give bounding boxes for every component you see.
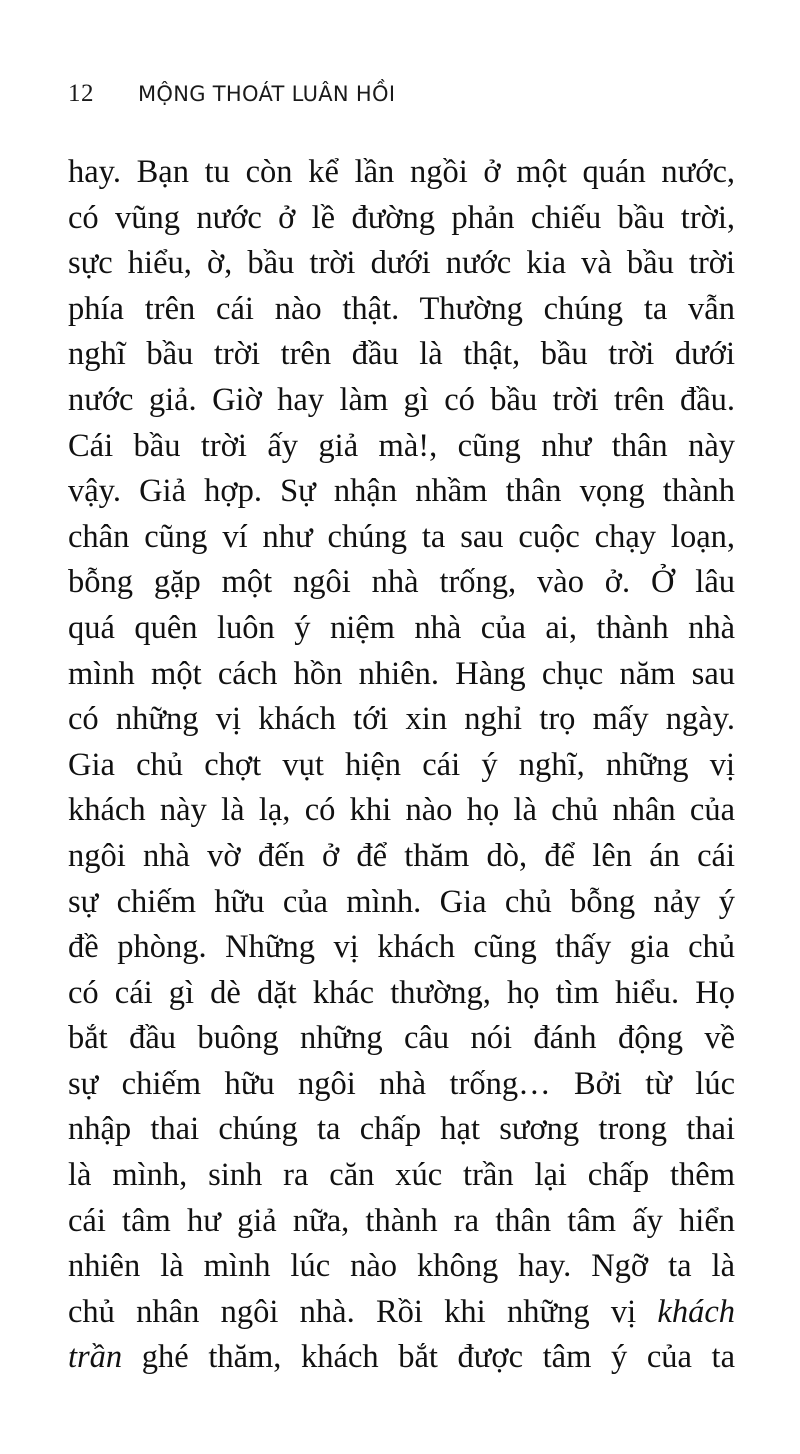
page-number: 12 (68, 80, 94, 107)
text-line: nghĩ bầu trời trên đầu là thật, bầu trời dưới (68, 336, 735, 373)
italic-term: trần (68, 1339, 123, 1376)
text-line: vậy. Giả hợp. Sự nhận nhầm thân vọng thành (68, 473, 735, 510)
text-segment: chủ nhân ngôi nhà. Rồi khi những vị (68, 1293, 658, 1330)
text-line: có cái gì dè dặt khác thường, họ tìm hiểu. Họ (68, 974, 735, 1011)
text-line: quá quên luôn ý niệm nhà của ai, thành nhà (68, 609, 735, 646)
text-line: Cái bầu trời ấy giả mà!, cũng như thân này (68, 427, 735, 464)
italic-term: khách (657, 1293, 735, 1330)
text-line: sực hiểu, ờ, bầu trời dưới nước kia và bầu trời (68, 245, 735, 282)
text-line: ngôi nhà vờ đến ở để thăm dò, để lên án cái (68, 837, 735, 874)
text-line: có vũng nước ở lề đường phản chiếu bầu trời, (68, 199, 735, 236)
text-line: nước giả. Giờ hay làm gì có bầu trời trên đầu. (68, 381, 735, 418)
text-line (68, 1290, 735, 1336)
text-line: là mình, sinh ra căn xúc trần lại chấp thêm (68, 1157, 735, 1194)
text-line: khách này là lạ, có khi nào họ là chủ nhân của (68, 792, 735, 829)
text-line: sự chiếm hữu ngôi nhà trống… Bởi từ lúc (68, 1065, 735, 1102)
text-segment: ghé thăm, khách bắt được tâm ý của ta (122, 1339, 735, 1376)
running-title: MỘNG THOÁT LUÂN HỒI (138, 82, 396, 106)
text-line: nhiên là mình lúc nào không hay. Ngỡ ta là (68, 1248, 735, 1285)
body-text (68, 150, 735, 1381)
text-line: cái tâm hư giả nữa, thành ra thân tâm ấy hiển (68, 1202, 735, 1239)
text-line (68, 1335, 735, 1381)
text-line: mình một cách hồn nhiên. Hàng chục năm sau (68, 655, 735, 692)
text-line: Gia chủ chợt vụt hiện cái ý nghĩ, những vị (68, 746, 735, 783)
text-line: đề phòng. Những vị khách cũng thấy gia chủ (68, 929, 735, 966)
text-line: bắt đầu buông những câu nói đánh động về (68, 1020, 735, 1057)
text-line: phía trên cái nào thật. Thường chúng ta vẫn (68, 290, 735, 327)
text-line: có những vị khách tới xin nghỉ trọ mấy ngày. (68, 701, 735, 738)
text-line: chân cũng ví như chúng ta sau cuộc chạy loạn, (68, 518, 735, 555)
text-line: bỗng gặp một ngôi nhà trống, vào ở. Ở lâu (68, 564, 735, 601)
text-line: hay. Bạn tu còn kể lần ngồi ở một quán nước, (68, 154, 735, 190)
text-line: sự chiếm hữu của mình. Gia chủ bỗng nảy ý (68, 883, 735, 920)
page-header (68, 80, 395, 116)
text-line: nhập thai chúng ta chấp hạt sương trong thai (68, 1111, 735, 1148)
